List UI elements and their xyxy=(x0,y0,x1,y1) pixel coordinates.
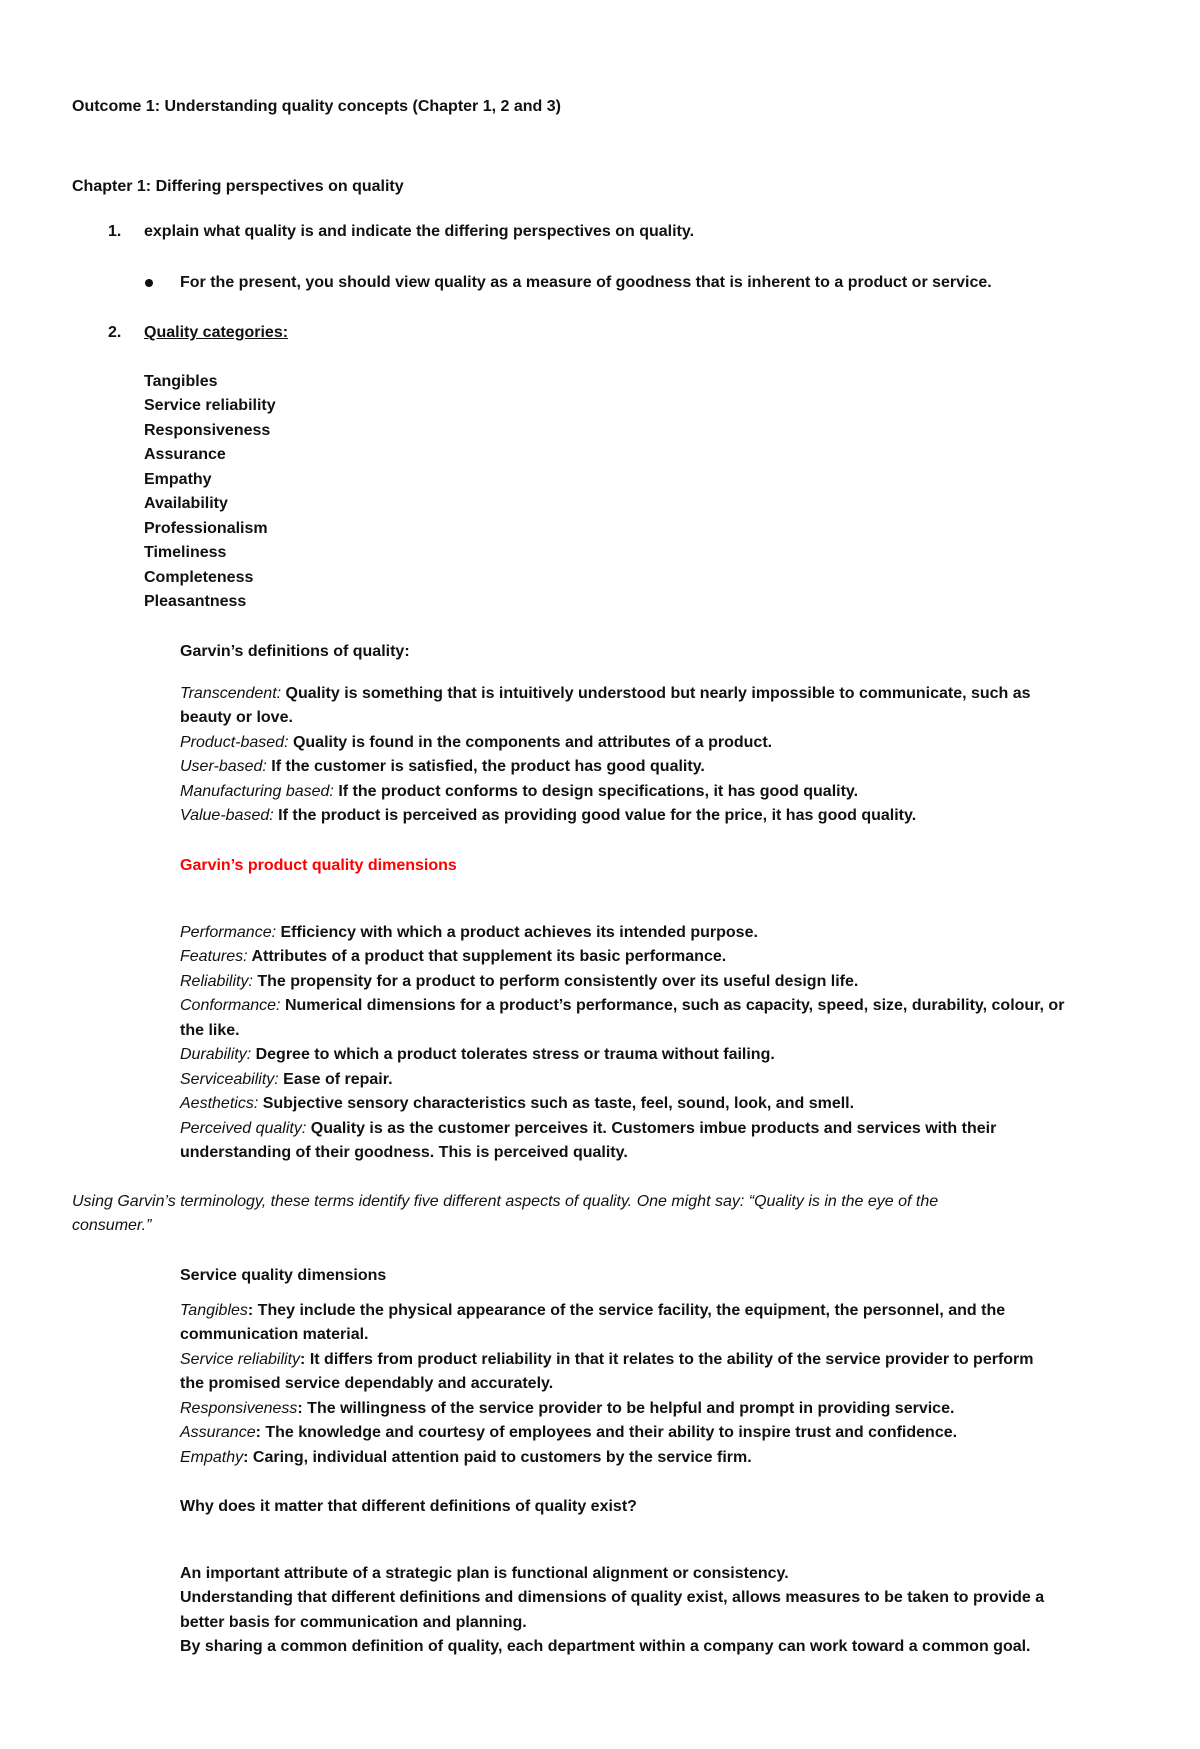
dimension-term: Perceived quality: xyxy=(180,1120,307,1137)
dimension-row xyxy=(180,995,1064,1017)
definition-row xyxy=(180,732,772,754)
service-text: : It differs from product reliability in that it relates to the ability of the service provider to perform xyxy=(300,1351,1034,1368)
dimension-text: The propensity for a product to perform consistently over its useful design life. xyxy=(252,973,859,990)
dimension-text: Numerical dimensions for a product’s performance, such as capacity, speed, size, durability, colour, or xyxy=(280,997,1065,1014)
definition-row xyxy=(180,756,705,778)
why-line: better basis for communication and planning. xyxy=(180,1614,527,1631)
dimension-row xyxy=(180,922,758,944)
service-term: Assurance xyxy=(180,1424,256,1441)
item-2-number: 2. xyxy=(108,324,122,341)
why-line: Understanding that different definitions and dimensions of quality exist, allows measures to be taken to provide a xyxy=(180,1589,1045,1606)
dimension-text: Degree to which a product tolerates stress or trauma without failing. xyxy=(251,1046,775,1063)
item-1-number: 1. xyxy=(108,223,122,240)
terminology-note-cont: consumer.” xyxy=(72,1217,152,1234)
category-item: Service reliability xyxy=(144,397,276,414)
service-text: : The willingness of the service provider to be helpful and prompt in providing service. xyxy=(297,1400,955,1417)
service-term: Service reliability xyxy=(180,1351,301,1368)
dimension-term: Conformance: xyxy=(180,997,281,1014)
service-row xyxy=(180,1300,1005,1322)
dimension-text-cont: understanding of their goodness. This is perceived quality. xyxy=(180,1144,628,1161)
dimension-row xyxy=(180,1069,393,1091)
dimension-text: Quality is as the customer perceives it. Customers imbue products and services with their xyxy=(306,1120,997,1137)
definition-term: Value-based: xyxy=(180,807,274,824)
dimension-row xyxy=(180,1093,854,1115)
dimension-term: Serviceability: xyxy=(180,1071,279,1088)
service-text-cont: the promised service dependably and accurately. xyxy=(180,1375,554,1392)
service-text: : They include the physical appearance of the service facility, the equipment, the personnel, and the xyxy=(247,1302,1006,1319)
definition-row xyxy=(180,781,858,803)
definition-term: Product-based: xyxy=(180,734,289,751)
category-item: Availability xyxy=(144,495,228,512)
dimension-row xyxy=(180,971,858,993)
dimension-row xyxy=(180,1118,996,1140)
dimension-text: Efficiency with which a product achieves its intended purpose. xyxy=(276,924,758,941)
service-term: Tangibles xyxy=(180,1302,248,1319)
category-item: Timeliness xyxy=(144,544,227,561)
dimension-term: Performance: xyxy=(180,924,277,941)
definition-row xyxy=(180,805,916,827)
outcome-heading: Outcome 1: Understanding quality concepts (Chapter 1, 2 and 3) xyxy=(72,98,561,115)
definition-text-cont: beauty or love. xyxy=(180,709,293,726)
category-item: Empathy xyxy=(144,471,212,488)
dimension-text-cont: the like. xyxy=(180,1022,240,1039)
dimension-text: Subjective sensory characteristics such as taste, feel, sound, look, and smell. xyxy=(258,1095,855,1112)
service-row xyxy=(180,1349,1034,1371)
chapter-heading: Chapter 1: Differing perspectives on quality xyxy=(72,178,404,195)
bullet-icon xyxy=(145,279,153,287)
definition-term: Manufacturing based: xyxy=(180,783,334,800)
dimension-term: Durability: xyxy=(180,1046,252,1063)
dimension-text: Attributes of a product that supplement its basic performance. xyxy=(247,948,727,965)
item-1-text: explain what quality is and indicate the differing perspectives on quality. xyxy=(144,223,695,240)
category-item: Professionalism xyxy=(144,520,268,537)
service-row xyxy=(180,1422,957,1444)
item-1-bullet-text: For the present, you should view quality as a measure of goodness that is inherent to a product or service. xyxy=(180,274,992,291)
dimension-row xyxy=(180,946,726,968)
category-item: Pleasantness xyxy=(144,593,247,610)
why-line: An important attribute of a strategic plan is functional alignment or consistency. xyxy=(180,1565,789,1582)
terminology-note: Using Garvin’s terminology, these terms identify five different aspects of quality. One might say: “Quality is in the eye of the xyxy=(72,1193,939,1210)
definition-term: Transcendent: xyxy=(180,685,282,702)
category-item: Tangibles xyxy=(144,373,218,390)
garvin-definitions-heading: Garvin’s definitions of quality: xyxy=(180,643,410,660)
dimension-text: Ease of repair. xyxy=(278,1071,393,1088)
service-text: : Caring, individual attention paid to customers by the service firm. xyxy=(243,1449,752,1466)
category-item: Responsiveness xyxy=(144,422,271,439)
service-text-cont: communication material. xyxy=(180,1326,369,1343)
definition-row xyxy=(180,683,1031,705)
service-row xyxy=(180,1447,752,1469)
service-text: : The knowledge and courtesy of employees and their ability to inspire trust and confidence. xyxy=(255,1424,958,1441)
service-term: Responsiveness xyxy=(180,1400,298,1417)
product-dimensions-heading: Garvin’s product quality dimensions xyxy=(180,857,457,874)
definition-term: User-based: xyxy=(180,758,267,775)
definition-text: If the product is perceived as providing good value for the price, it has good quality. xyxy=(273,807,917,824)
dimension-term: Reliability: xyxy=(180,973,253,990)
definition-text: If the product conforms to design specifications, it has good quality. xyxy=(333,783,859,800)
definition-text: If the customer is satisfied, the product has good quality. xyxy=(266,758,705,775)
definition-text: Quality is found in the components and attributes of a product. xyxy=(288,734,773,751)
category-item: Completeness xyxy=(144,569,254,586)
dimension-term: Features: xyxy=(180,948,248,965)
why-question: Why does it matter that different definitions of quality exist? xyxy=(180,1498,637,1515)
service-term: Empathy xyxy=(180,1449,244,1466)
definition-text: Quality is something that is intuitively understood but nearly impossible to communicate, such as xyxy=(281,685,1031,702)
dimension-row xyxy=(180,1044,775,1066)
service-dimensions-heading: Service quality dimensions xyxy=(180,1267,387,1284)
service-row xyxy=(180,1398,954,1420)
item-2-title: Quality categories: xyxy=(144,324,289,341)
dimension-term: Aesthetics: xyxy=(180,1095,259,1112)
category-item: Assurance xyxy=(144,446,226,463)
why-line: By sharing a common definition of quality, each department within a company can work toward a common goal. xyxy=(180,1638,1031,1655)
